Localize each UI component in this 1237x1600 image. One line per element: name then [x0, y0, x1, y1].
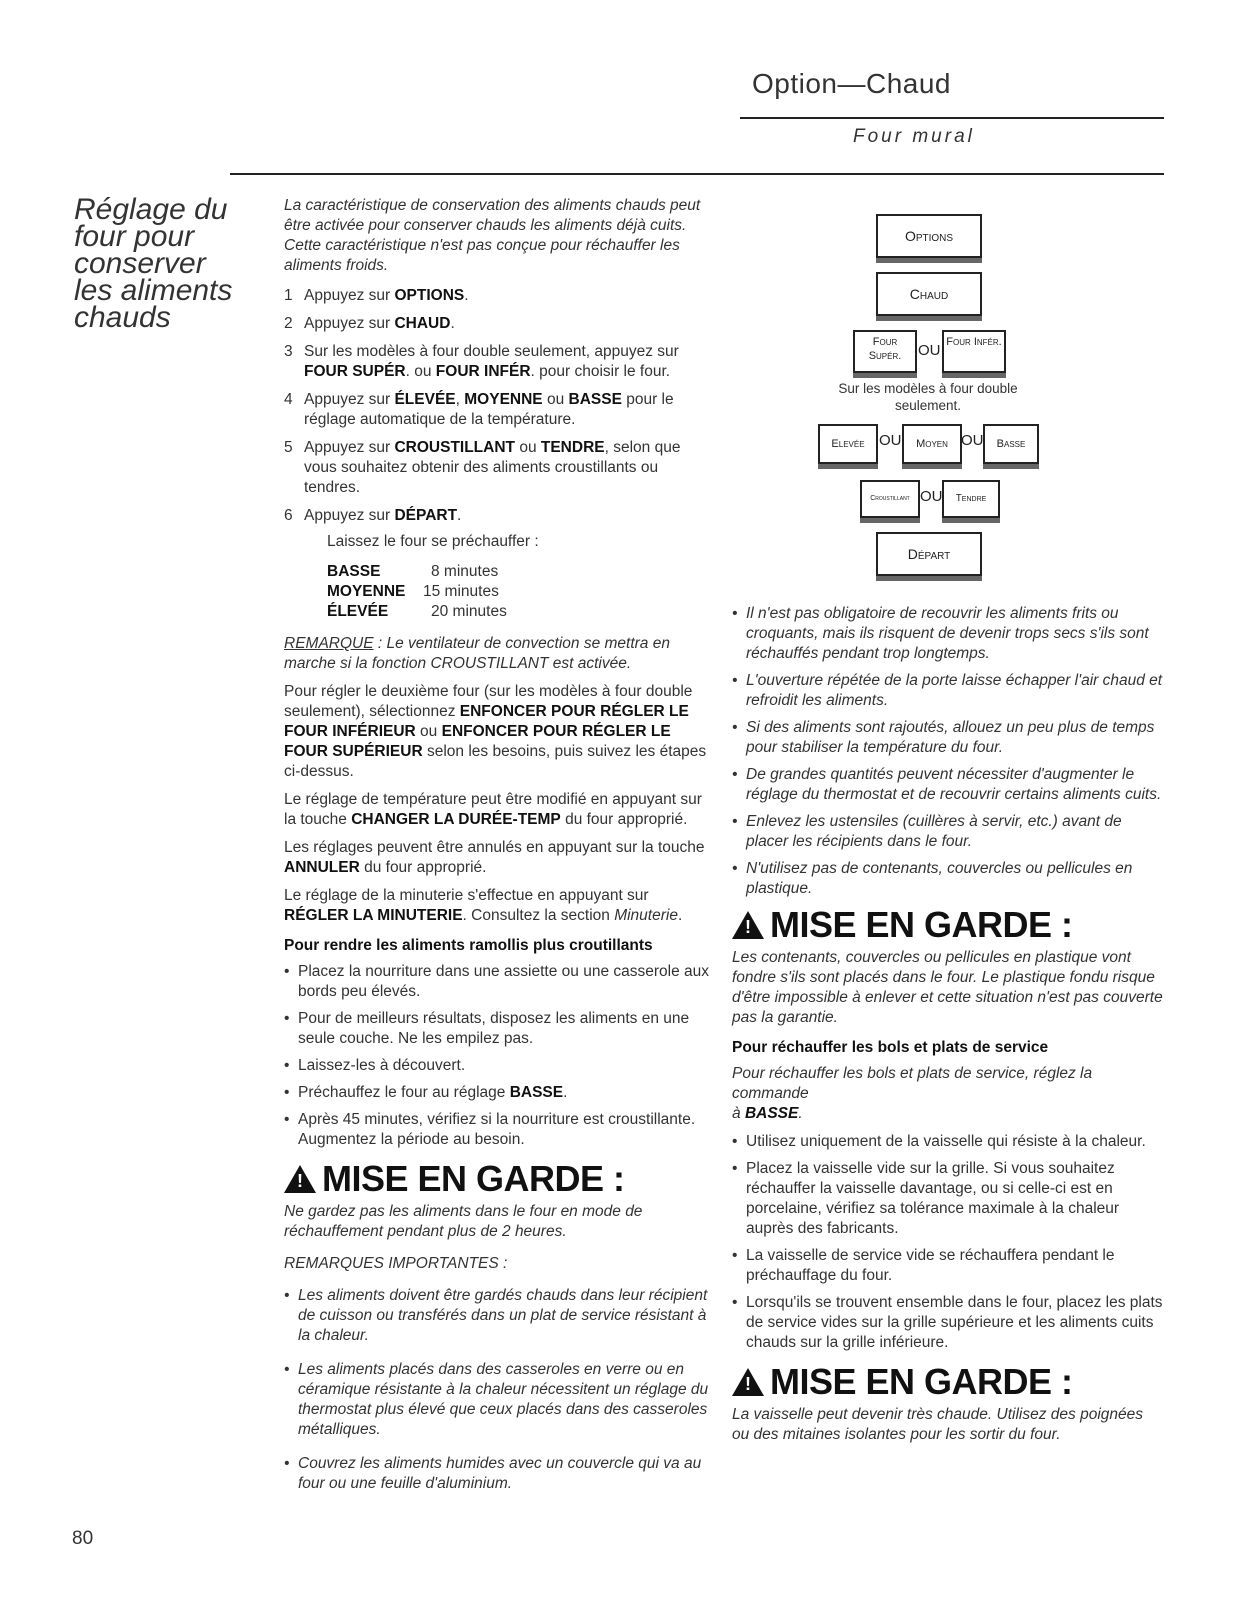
dishes-list [732, 1132, 1164, 1353]
tendre-button[interactable]: Tendre [942, 480, 1000, 518]
warning-heading: ! MISE EN GARDE : [284, 1160, 712, 1198]
step-1: 1 Appuyez sur OPTIONS. [284, 287, 469, 304]
list-item: • Laissez-les à découvert. [284, 1056, 712, 1076]
list-item: • De grandes quantités peuvent nécessiter d'augmenter le réglage du thermostat et de recouvrir certains aliments cuits. [732, 765, 1164, 805]
step-6: 6 Appuyez sur DÉPART. [284, 507, 462, 524]
intro-text: La caractéristique de conservation des aliments chauds peut être activée pour conserver chauds les aliments déjà cuits. Cette caractéristique n'est pas conçue pour réchauffer les aliments froids. [284, 197, 701, 274]
warning-icon: ! [284, 1165, 316, 1193]
section-rule [230, 173, 1164, 175]
step-4: 4 Appuyez sur ÉLEVÉE, MOYENNE ou BASSE pour le réglage automatique de la température. [284, 391, 674, 428]
warning-text: Ne gardez pas les aliments dans le four en mode de réchauffement pendant plus de 2 heures. [284, 1203, 643, 1240]
preheat-table [327, 562, 712, 622]
crisp-list [284, 962, 712, 1150]
list-item: • Couvrez les aliments humides avec un couvercle qui va au four ou une feuille d'aluminium. [284, 1454, 712, 1494]
left-column [284, 196, 712, 1501]
warning-text: Les contenants, couvercles ou pellicules en plastique vont fondre s'ils sont placés dans le four. Le plastique fondu risque d'être impossible à enlever et cette situation n'est pas couverte pas la garantie. [732, 949, 1163, 1026]
moyen-button[interactable]: Moyen [902, 424, 962, 464]
list-item: • Enlevez les ustensiles (cuillères à servir, etc.) avant de placer les récipients dans le four. [732, 812, 1164, 852]
temp-change-text: Le réglage de température peut être modifié en appuyant sur la touche CHANGER LA DURÉE-TEMP du four approprié. [284, 791, 702, 828]
step-5: 5 Appuyez sur CROUSTILLANT ou TENDRE, selon que vous souhaitez obtenir des aliments croustillants ou tendres. [284, 439, 681, 496]
list-item: • Préchauffez le four au réglage BASSE. [284, 1083, 712, 1103]
list-item: • Lorsqu'ils se trouvent ensemble dans le four, placez les plats de service vides sur la grille supérieure et les aliments cuits chauds sur la grille inférieure. [732, 1293, 1164, 1353]
warning-text: La vaisselle peut devenir très chaude. Utilisez des poignées ou des mitaines isolantes pour les sortir du four. [732, 1406, 1143, 1443]
preheat-row: MOYENNE 15 minutes [327, 583, 499, 600]
list-item: • Les aliments placés dans des casseroles en verre ou en céramique résistante à la chaleur nécessitent un réglage du thermostat plus élevé que ceux placés dans des casseroles métalliques. [284, 1360, 712, 1440]
list-item: • La vaisselle de service vide se réchauffera pendant le préchauffage du four. [732, 1246, 1164, 1286]
warning-heading: ! MISE EN GARDE : [732, 1363, 1164, 1401]
croustillant-button[interactable]: Croustillant [860, 480, 920, 518]
right-column [732, 604, 1164, 1453]
chaud-button[interactable]: Chaud [876, 272, 982, 316]
ou-label: OU [920, 488, 943, 505]
ou-label: OU [918, 342, 941, 359]
ou-label: OU [961, 432, 984, 449]
section-title: Réglage du four pour conserver les aliments chauds [74, 193, 233, 334]
list-item: • Utilisez uniquement de la vaisselle qui résiste à la chaleur. [732, 1132, 1164, 1152]
list-item: • Il n'est pas obligatoire de recouvrir les aliments frits ou croquants, mais ils risquent de devenir trops secs s'ils sont réchauffés pendant trop longtemps. [732, 604, 1164, 664]
notes-heading: REMARQUES IMPORTANTES : [284, 1255, 508, 1272]
preheat-label: Laissez le four se préchauffer : [327, 533, 539, 550]
preheat-row: ÉLEVÉE 20 minutes [327, 603, 507, 620]
basse-button[interactable]: Basse [983, 424, 1039, 464]
preheat-row: BASSE 8 minutes [327, 563, 499, 580]
options-button[interactable]: Options [876, 214, 982, 258]
cancel-text: Les réglages peuvent être annulés en appuyant sur la touche ANNULER du four approprié. [284, 839, 705, 876]
dishes-heading: Pour réchauffer les bols et plats de service [732, 1039, 1049, 1056]
list-item: • Après 45 minutes, vérifiez si la nourriture est croustillante. Augmentez la période au besoin. [284, 1110, 712, 1150]
elevee-button[interactable]: Elevée [818, 424, 878, 464]
list-item: • Les aliments doivent être gardés chauds dans leur récipient de cuisson ou transférés dans un plat de service résistant à la chaleur. [284, 1286, 712, 1346]
four-super-button[interactable]: Four Supér. [853, 330, 917, 373]
list-item: • L'ouverture répétée de la porte laisse échapper l'air chaud et refroidit les aliments. [732, 671, 1164, 711]
list-item: • Pour de meilleurs résultats, disposez les aliments en une seule couche. Ne les empilez pas. [284, 1009, 712, 1049]
list-item: • Placez la nourriture dans une assiette ou une casserole aux bords peu élevés. [284, 962, 712, 1002]
warning-icon: ! [732, 911, 764, 939]
list-item: • Placez la vaisselle vide sur la grille. Si vous souhaitez réchauffer la vaisselle davantage, ou si celle-ci est en porcelaine, vérifiez sa tolérance maximale à la chaleur auprès des fabricants. [732, 1159, 1164, 1239]
dishes-intro: Pour réchauffer les bols et plats de service, réglez la commande à BASSE. [732, 1065, 1093, 1122]
timer-text: Le réglage de la minuterie s'effectue en appuyant sur RÉGLER LA MINUTERIE. Consultez la section Minuterie. [284, 887, 683, 924]
ou-label: OU [879, 432, 902, 449]
crisp-heading: Pour rendre les aliments ramollis plus croutillants [284, 937, 653, 954]
step-2: 2 Appuyez sur CHAUD. [284, 315, 455, 332]
remark: REMARQUE : Le ventilateur de convection se mettra en marche si la fonction CROUSTILLANT est activée. [284, 635, 670, 672]
page-subtitle: Four mural [853, 126, 975, 147]
warning-icon: ! [732, 1368, 764, 1396]
page-title: Option—Chaud [752, 68, 952, 99]
four-infer-button[interactable]: Four Infér. [942, 330, 1006, 373]
page-number: 80 [72, 1528, 94, 1549]
second-oven-text: Pour régler le deuxième four (sur les modèles à four double seulement), sélectionnez ENFONCER POUR RÉGLER LE FOUR INFÉRIEUR ou ENFONCER POUR RÉGLER LE FOUR SUPÉRIEUR selon les besoins, puis suivez les étapes ci-dessus. [284, 683, 707, 780]
double-oven-caption: Sur les modèles à four double seulement. [838, 381, 1018, 413]
header-rule [740, 117, 1164, 119]
depart-button[interactable]: Départ [876, 532, 982, 576]
list-item: • Si des aliments sont rajoutés, allouez un peu plus de temps pour stabiliser la température du four. [732, 718, 1164, 758]
steps-list [284, 286, 712, 526]
list-item: • N'utilisez pas de contenants, couvercles ou pellicules en plastique. [732, 859, 1164, 899]
tips-list [732, 604, 1164, 899]
notes-list [284, 1286, 712, 1494]
warning-heading: ! MISE EN GARDE : [732, 906, 1164, 944]
step-3: 3 Sur les modèles à four double seulement, appuyez sur FOUR SUPÉR. ou FOUR INFÉR. pour choisir le four. [284, 343, 679, 380]
